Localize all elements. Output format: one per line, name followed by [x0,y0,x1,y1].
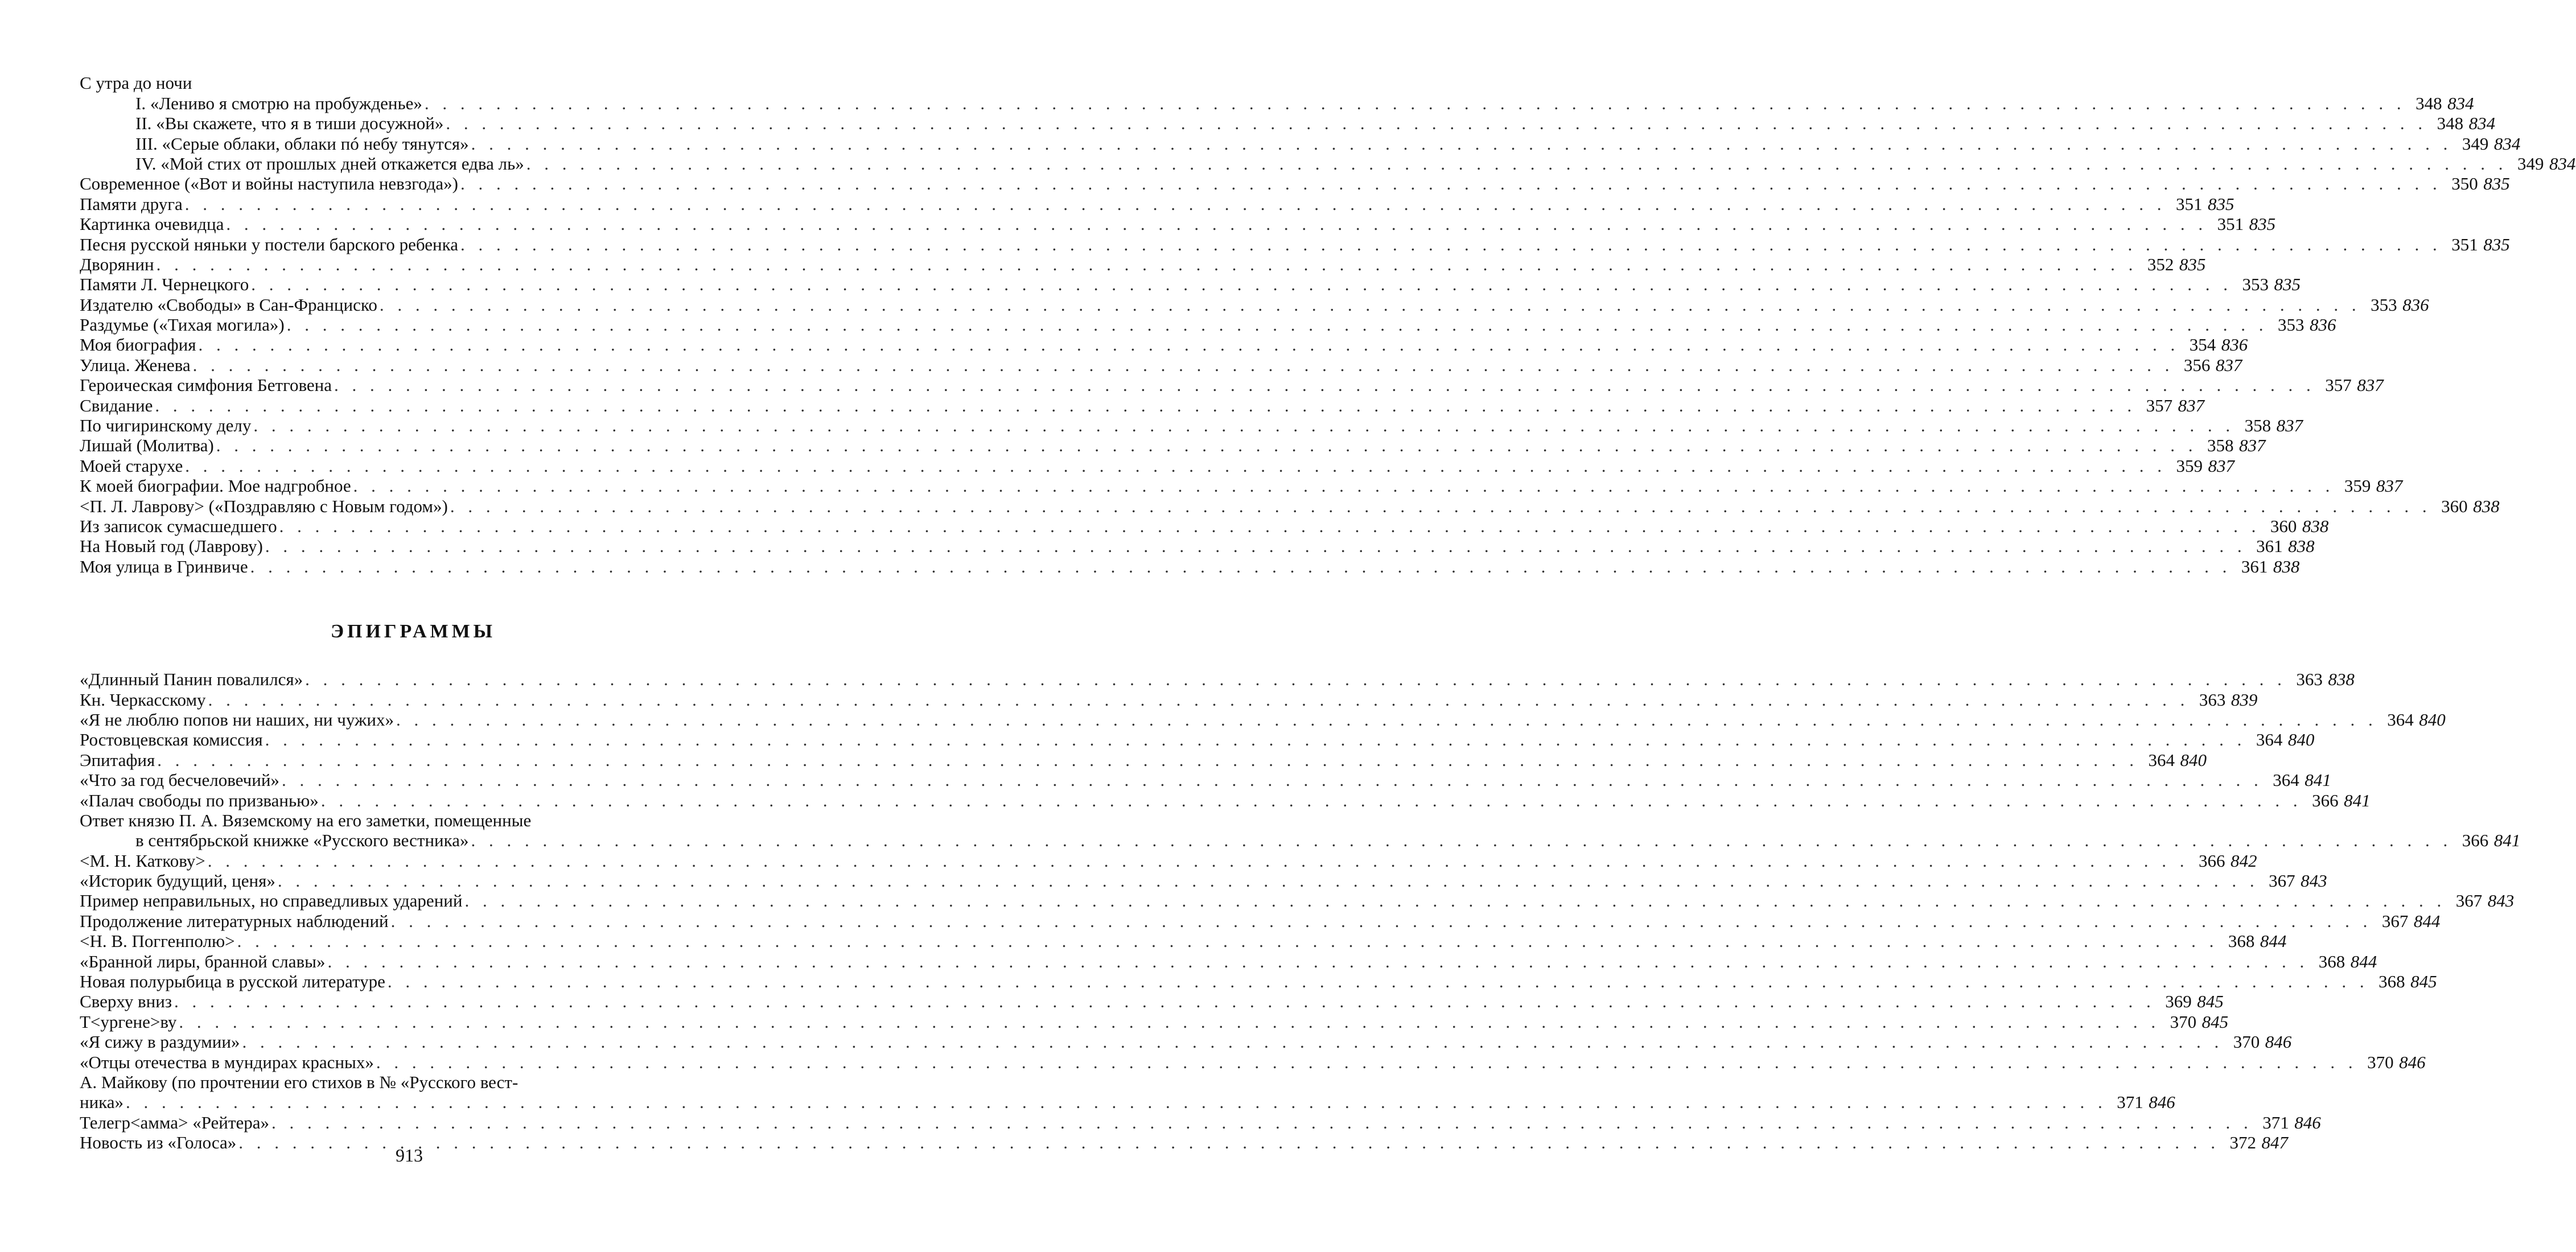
toc-page-number: 367 [2269,871,2295,891]
toc-notes-page-number: 845 [2410,971,2437,992]
dot-leader [396,710,2377,730]
toc-page-number: 354 [2189,335,2216,355]
dot-leader [185,456,2166,476]
toc-notes-page-number: 834 [2549,153,2576,174]
toc-entry-title: С утра до ночи [80,73,192,93]
toc-page-number: 357 [2325,375,2352,396]
toc-notes-page-number: 835 [2249,214,2276,234]
toc-page-number: 361 [2241,556,2268,576]
dot-leader [126,1092,2107,1112]
dot-leader [321,790,2302,810]
dot-leader [334,375,2315,395]
toc-entry [80,991,2224,1012]
dot-leader [450,496,2431,516]
toc-page-number: 371 [2262,1112,2289,1132]
toc-page-number: 366 [2199,850,2225,871]
toc-notes-page-number: 837 [2376,476,2403,496]
toc-entry-title: Дворянин [80,254,154,274]
dot-leader [526,154,2508,174]
toc-notes-page-number: 839 [2231,689,2258,710]
toc-entry-title: Моей старухе [80,455,183,476]
toc-entry-continuation: А. Майкову (по прочтении его стихов в № «Русского вест- [80,1072,519,1092]
toc-entry-title: «Я не люблю попов ни наших, ни чужих» [80,709,394,730]
toc-page-number: 349 [2517,153,2544,174]
toc-notes-page-number: 845 [2201,1011,2229,1032]
toc-page-number: 363 [2199,689,2226,710]
toc-page-number: 353 [2277,315,2305,335]
toc-page-number: 353 [2242,274,2269,295]
toc-entry-title: Песня русской няньки у постели барского ребенка [80,234,458,254]
toc-page-number: 369 [2165,991,2192,1012]
toc-entry-title: Эпитафия [80,749,155,770]
toc-entry-title: Памяти Л. Чернецкого [80,274,249,295]
toc-entry-title: Телегр<амма> «Рейтера» [80,1112,269,1132]
dot-leader [327,952,2308,971]
toc-entry [80,274,2301,295]
toc-notes-page-number: 843 [2487,891,2515,911]
toc-entry-title: Моя улица в Гринвиче [80,556,248,576]
toc-entry [80,709,2446,730]
toc-entry [80,375,2384,396]
toc-notes-page-number: 840 [2180,749,2207,770]
toc-notes-page-number: 846 [2294,1112,2321,1132]
toc-page-number: 367 [2455,891,2483,911]
toc-entry-title: Моя биография [80,335,196,355]
toc-page-number: 360 [2441,496,2468,516]
toc-page-number: 364 [2387,709,2414,730]
toc-notes-page-number: 836 [2309,315,2336,335]
toc-page-number: 348 [2415,93,2442,113]
toc-entry-title: Новость из «Голоса» [80,1132,237,1153]
toc-entry-title: <П. Л. Лаврову> («Поздравляю с Новым годом») [80,496,448,516]
toc-entry [80,931,2287,952]
toc-entry-title: «Палач свободы по призванью» [80,790,319,810]
toc-entry [80,395,2205,415]
toc-entry [80,93,2474,113]
toc-notes-page-number: 846 [2265,1032,2292,1052]
toc-entry [80,214,2276,234]
toc-notes-page-number: 837 [2215,355,2242,375]
toc-page-number: 358 [2244,415,2272,436]
toc-entry-title: Т<ургене>ву [80,1011,177,1032]
toc-entry [80,749,2207,770]
toc-entry-title: Новая полурыбица в русской литературе [80,971,385,992]
toc-notes-page-number: 847 [2261,1132,2289,1153]
toc-entry [80,850,2257,871]
toc-page-number: 368 [2228,931,2255,952]
toc-notes-page-number: 840 [2287,730,2315,750]
toc-entry-title: Сверху вниз [80,991,172,1012]
toc-entry-title: I. «Лениво я смотрю на пробужденье» [135,93,422,113]
toc-entry [80,174,2510,194]
toc-entry [80,335,2248,355]
toc-page-number: 364 [2256,730,2283,750]
toc-entry [80,193,2235,214]
toc-page-number: 367 [2381,911,2409,931]
dot-leader [226,214,2207,234]
toc-notes-page-number: 844 [2413,911,2441,931]
dot-leader [282,770,2263,790]
dot-leader [242,1032,2223,1052]
toc-entry-title: Картинка очевидца [80,214,224,234]
toc-notes-page-number: 841 [2493,830,2521,851]
toc-notes-page-number: 844 [2350,951,2377,971]
toc-notes-page-number: 835 [2274,274,2301,295]
toc-entry [80,911,2441,931]
toc-entry-title: «Я сижу в раздумии» [80,1032,240,1052]
toc-entry [80,1052,2426,1072]
toc-entry-title: «Что за год бесчеловечий» [80,770,279,790]
section-heading: ЭПИГРАММЫ [330,620,496,642]
toc-entry [80,1112,2321,1132]
toc-entry-title: Улица. Женева [80,355,191,375]
toc-notes-page-number: 837 [2357,375,2384,396]
toc-entry-title: II. «Вы скажете, что я в тиши досужной» [135,113,444,134]
toc-entry [80,790,2371,810]
toc-notes-page-number: 841 [2305,770,2331,790]
dot-leader [155,396,2136,415]
toc-page-number: 359 [2344,476,2371,496]
toc-page-number: 361 [2256,536,2283,557]
toc-entry [80,1032,2292,1052]
dot-leader [425,93,2406,113]
toc-page-number: 368 [2318,951,2345,971]
toc-page-number: 370 [2170,1011,2197,1032]
toc-page-number: 349 [2462,133,2489,154]
toc-entry [80,1092,2175,1113]
dot-leader [265,536,2246,556]
toc-page-number: 368 [2379,971,2405,992]
dot-leader [391,911,2372,931]
toc-entry [80,689,2258,710]
dot-leader [251,274,2232,294]
toc-notes-page-number: 838 [2328,669,2355,690]
toc-page-number: 350 [2451,174,2478,194]
toc-notes-page-number: 838 [2473,496,2500,516]
toc-page-number: 366 [2312,790,2339,810]
toc-entry [80,871,2327,891]
toc-page-number: 351 [2217,214,2244,234]
toc-notes-page-number: 836 [2402,294,2429,315]
toc-entry [80,435,2266,456]
toc-page-number: 357 [2146,395,2173,415]
toc-entry [80,153,2576,174]
page-number: 913 [396,1145,423,1165]
toc-notes-page-number: 838 [2273,556,2300,576]
toc-entry [80,133,2521,154]
toc-page-number: 364 [2148,749,2175,770]
toc-notes-page-number: 836 [2221,335,2248,355]
dot-leader [380,295,2361,315]
toc-page-number: 360 [2270,516,2297,536]
dot-leader [388,971,2369,991]
toc-notes-page-number: 846 [2399,1052,2426,1072]
dot-leader [271,1113,2253,1132]
toc-notes-page-number: 844 [2260,931,2287,952]
toc-entry-title: Свидание [80,395,153,415]
toc-entry-title: IV. «Мой стих от прошлых дней откажется едва ль» [135,153,524,174]
toc-page-number: 364 [2273,770,2299,790]
toc-notes-page-number: 837 [2178,395,2205,415]
toc-entry [80,355,2242,375]
dot-leader [250,557,2232,576]
toc-section-epigrams [80,669,2521,1153]
toc-notes-page-number: 837 [2238,435,2266,456]
dot-leader [279,516,2261,536]
toc-entry-title: III. «Серые облаки, облаки пó небу тянутся» [135,133,469,154]
toc-notes-page-number: 837 [2208,455,2235,476]
toc-entry [80,730,2315,750]
dot-leader [376,1052,2357,1072]
toc-entry [80,536,2315,557]
toc-entry-title: По чигиринскому делу [80,415,252,436]
dot-leader [253,415,2235,435]
dot-leader [193,355,2174,375]
dot-leader [198,335,2179,355]
toc-entry-title: Раздумье («Тихая могила») [80,315,285,335]
dot-leader [216,435,2198,455]
toc-entry-title: Ростовцевская комиссия [80,730,263,750]
dot-leader [265,730,2246,749]
toc-entry [80,315,2336,335]
dot-leader [460,234,2442,254]
toc-page-number: 352 [2147,254,2174,274]
dot-leader [471,830,2452,850]
toc-entry [80,234,2510,254]
dot-leader [471,134,2452,154]
toc-entry-title: К моей биографии. Мое надгробное [80,476,351,496]
toc-page-number: 370 [2233,1032,2260,1052]
toc-entry-title: «Длинный Панин повалился» [80,669,303,690]
dot-leader [353,476,2335,496]
dot-leader [185,194,2166,214]
dot-leader [237,931,2219,951]
toc-entry [80,415,2303,436]
toc-page-number: 353 [2371,294,2397,315]
toc-entry-title: Героическая симфония Бетговена [80,375,332,396]
toc-page-number: 370 [2367,1052,2394,1072]
toc-entry [80,455,2235,476]
toc-notes-page-number: 835 [2483,174,2510,194]
toc-page-number: 366 [2462,830,2489,851]
toc-notes-page-number: 846 [2149,1092,2175,1113]
toc-entry-title: Современное («Вот и войны наступила невзгода») [80,174,458,194]
toc-notes-page-number: 843 [2301,871,2327,891]
toc-page-number: 358 [2207,435,2234,456]
toc-notes-page-number: 834 [2447,93,2474,113]
toc-page-number: 351 [2176,193,2203,214]
dot-leader [278,871,2259,891]
toc-entry [80,496,2500,516]
toc-notes-page-number: 838 [2302,516,2329,536]
toc-entry-title: ника» [80,1092,124,1113]
toc-entry [80,294,2429,315]
toc-page-number: 351 [2451,234,2478,254]
dot-leader [464,891,2446,911]
dot-leader [179,1012,2160,1032]
dot-leader [287,315,2268,335]
toc-page-number: 356 [2183,355,2211,375]
toc-entry-title: «Историк будущий, ценя» [80,871,275,891]
toc-notes-page-number: 835 [2208,193,2235,214]
dot-leader [460,174,2442,193]
toc-entry-title: Издателю «Свободы» в Сан-Франциско [80,294,377,315]
dot-leader [446,113,2427,133]
dot-leader [174,991,2155,1011]
toc-entry-title: «Отцы отечества в мундирах красных» [80,1052,374,1072]
toc-entry-title: Продолжение литературных наблюдений [80,911,389,931]
toc-entry-title: «Бранной лиры, бранной славы» [80,951,326,971]
toc-page-number: 359 [2176,455,2203,476]
toc-entry-title: <Н. В. Поггенполю> [80,931,235,952]
toc-notes-page-number: 835 [2483,234,2510,254]
toc-notes-page-number: 845 [2197,991,2224,1012]
toc-notes-page-number: 838 [2288,536,2315,557]
toc-notes-page-number: 840 [2419,709,2446,730]
toc-entry-title: Лишай (Молитва) [80,435,214,456]
toc-entry-title: в сентябрьской книжке «Русского вестника» [135,830,469,851]
toc-entry-title: Пример неправильных, но справедливых ударений [80,891,463,911]
toc-entry-title: Из записок сумасшедшего [80,516,277,536]
toc-entry [80,971,2437,992]
toc-page-number: 363 [2296,669,2323,690]
toc-section-poems [80,73,2576,576]
dot-leader [208,690,2190,710]
toc-entry [80,830,2521,851]
toc-entry [80,556,2300,576]
toc-entry [80,951,2377,971]
dot-leader [208,851,2189,871]
toc-entry [80,669,2355,690]
toc-notes-page-number: 834 [2468,113,2496,134]
toc-notes-page-number: 842 [2231,850,2257,871]
toc-entry-title: Кн. Черкасскому [80,689,206,710]
toc-entry [80,476,2403,496]
toc-entry [80,73,747,93]
dot-leader [157,254,2138,274]
toc-page-number: 372 [2229,1132,2257,1153]
toc-entry-title: <М. Н. Каткову> [80,850,205,871]
dot-leader [157,750,2138,770]
toc-page-number: 371 [2117,1092,2143,1113]
toc-entry-continuation: Ответ князю П. А. Вяземскому на его заметки, помещенные [80,810,532,830]
toc-notes-page-number: 834 [2493,133,2521,154]
toc-entry [80,770,2331,790]
toc-entry [80,113,2496,134]
toc-notes-page-number: 841 [2344,790,2371,810]
toc-notes-page-number: 835 [2179,254,2206,274]
dot-leader [305,669,2286,689]
toc-entry [80,516,2329,536]
toc-entry-title: Памяти друга [80,193,183,214]
toc-entry-title: На Новый год (Лаврову) [80,536,263,557]
toc-page [80,73,2576,1153]
toc-page-number: 348 [2437,113,2464,134]
toc-notes-page-number: 837 [2276,415,2303,436]
toc-entry [80,254,2206,274]
toc-entry [80,891,2515,911]
toc-entry [80,1011,2229,1032]
